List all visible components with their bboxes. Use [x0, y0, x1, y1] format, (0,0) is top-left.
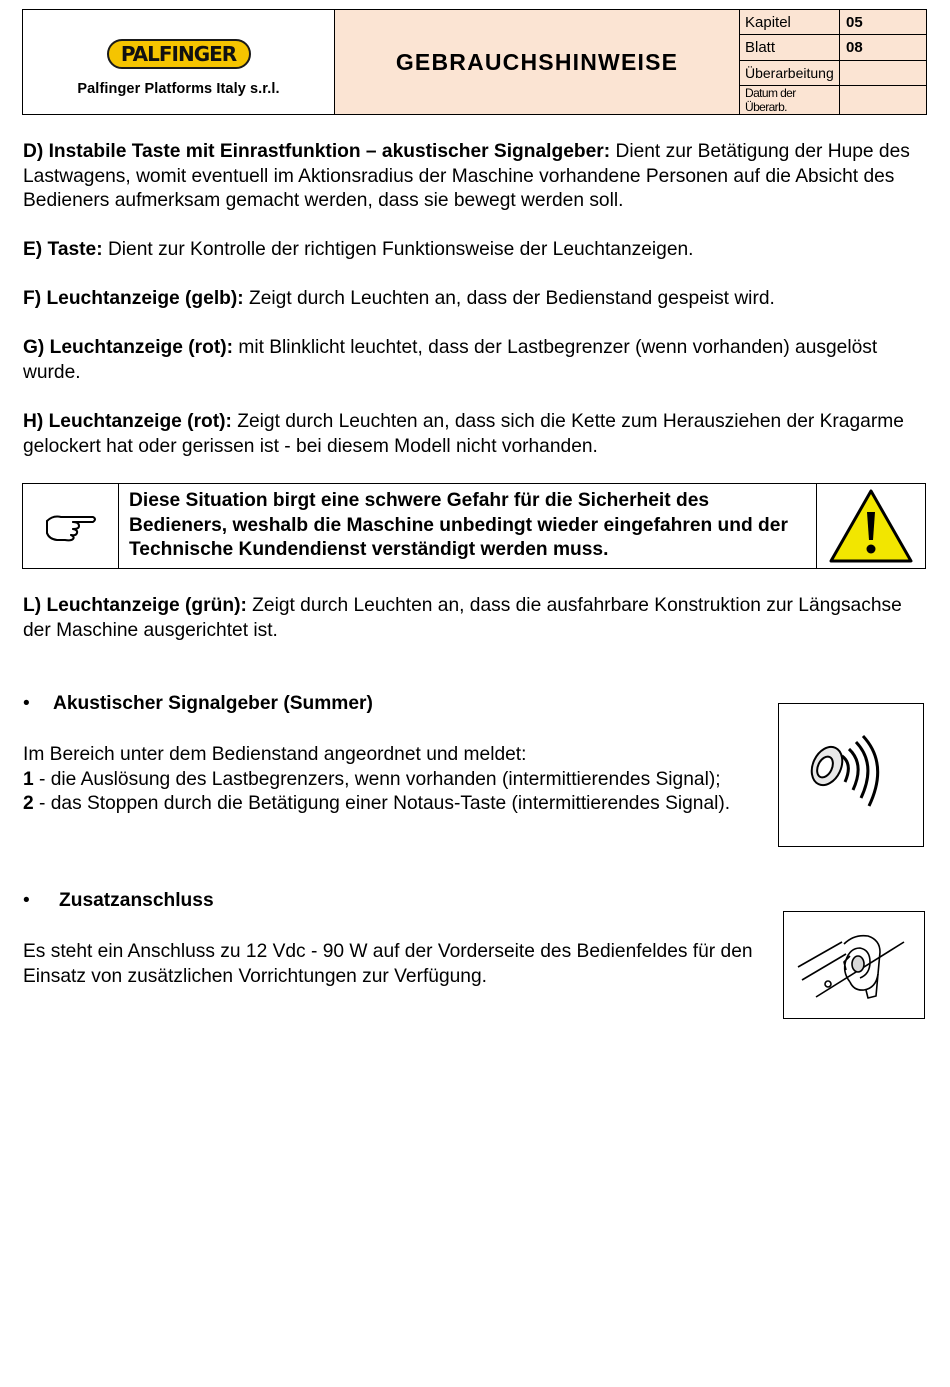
- item-f-heading: F) Leuchtanzeige (gelb):: [23, 288, 244, 309]
- aux-heading: [23, 890, 214, 912]
- buzzer-title: Akustischer Signalgeber (Summer): [53, 693, 373, 714]
- header-value: [840, 86, 926, 114]
- item-d-text: Dient zur Betätigung der Hupe des Lastwagens, womit eventuell im Aktionsradius der Maschine vorhandene Personen auf die Absicht des Bedieners aufmerksam gemacht werden, dass sie bewegt werden soll.: [23, 141, 910, 211]
- item-g: [23, 336, 903, 385]
- buzzer-heading: [23, 693, 373, 715]
- header-value: [840, 61, 926, 85]
- item-f: [23, 287, 923, 312]
- buzzer-item-1-num: 1: [23, 768, 34, 790]
- warning-icon-cell: [817, 484, 925, 568]
- header-label: Blatt: [740, 35, 840, 59]
- buzzer-description: [23, 743, 763, 817]
- buzzer-intro: Im Bereich unter dem Bedienstand angeordnet und meldet:: [23, 744, 527, 765]
- item-f-text: Zeigt durch Leuchten an, dass der Bedienstand gespeist wird.: [243, 288, 775, 309]
- buzzer-icon: [779, 704, 922, 845]
- buzzer-item-2-text: - das Stoppen durch die Betätigung einer Notaus-Taste (intermittierendes Signal).: [33, 793, 731, 814]
- document-title: GEBRAUCHSHINWEISE: [395, 48, 679, 75]
- header-label: Datum der Überarb.: [740, 86, 840, 114]
- buzzer-image: [778, 703, 924, 847]
- header-info-table: [740, 10, 926, 114]
- item-g-text: mit Blinklicht leuchtet, dass der Lastbegrenzer (wenn vorhanden) ausgelöst wurde.: [23, 337, 878, 383]
- buzzer-item-1-text: - die Auslösung des Lastbegrenzers, wenn vorhanden (intermittierendes Signal);: [33, 768, 721, 790]
- aux-title: Zusatzanschluss: [59, 890, 214, 911]
- item-g-heading: G) Leuchtanzeige (rot):: [23, 337, 233, 358]
- item-e: [23, 238, 923, 263]
- header-value: 05: [846, 13, 863, 31]
- pointing-hand-cell: [23, 484, 119, 568]
- header-row-blatt: [740, 35, 926, 60]
- aux-description: Es steht ein Anschluss zu 12 Vdc - 90 W auf der Vorderseite des Bedienfeldes für den Einsatz von zusätzlichen Vorrichtungen zur Verfügung.: [23, 941, 753, 987]
- palfinger-logo: [107, 39, 251, 69]
- item-h-heading: H) Leuchtanzeige (rot):: [23, 411, 232, 432]
- title-cell: [335, 10, 740, 114]
- header-row-ueberarbeitung: [740, 61, 926, 86]
- page-header: [22, 9, 927, 115]
- buzzer-item-2: [23, 792, 763, 817]
- warning-box: [22, 483, 926, 569]
- auxiliary-socket-icon: [784, 912, 923, 1017]
- item-e-text: Dient zur Kontrolle der richtigen Funktionsweise der Leuchtanzeigen.: [102, 239, 694, 260]
- item-e-heading: E) Taste:: [23, 239, 103, 260]
- header-row-kapitel: [740, 10, 926, 35]
- buzzer-item-2-num: 2: [23, 793, 34, 814]
- item-h: [23, 410, 923, 459]
- bullet-icon: •: [23, 693, 30, 714]
- warning-triangle-icon: [828, 488, 914, 564]
- aux-socket-image: [783, 911, 925, 1019]
- header-label: Kapitel: [740, 10, 840, 34]
- header-value: 08: [846, 38, 863, 56]
- company-name: Palfinger Platforms Italy s.r.l.: [77, 81, 280, 97]
- item-l-text: Zeigt durch Leuchten an, dass die ausfahrbare Konstruktion zur Längsachse der Maschine ausgerichtet ist.: [23, 595, 902, 641]
- header-label: Überarbeitung: [740, 61, 840, 85]
- logo-cell: [23, 10, 335, 114]
- warning-text: Diese Situation birgt eine schwere Gefahr für die Sicherheit des Bedieners, weshalb die Maschine unbedingt wieder eingefahren und der Technische Kundendienst verständigt werden muss.: [119, 484, 817, 568]
- item-d-heading: D) Instabile Taste mit Einrastfunktion – akustischer Signalgeber:: [23, 141, 611, 162]
- buzzer-item-1: [23, 768, 763, 793]
- item-d: [23, 140, 923, 214]
- item-h-text: Zeigt durch Leuchten an, dass sich die Kette zum Herausziehen der Kragarme gelockert hat oder gerissen ist - bei diesem Modell nicht vorhanden.: [23, 411, 904, 457]
- logo-text: PALFINGER: [120, 42, 237, 66]
- header-row-datum: [740, 86, 926, 114]
- pointing-hand-icon: [43, 509, 99, 543]
- item-l: [23, 594, 923, 643]
- bullet-icon: •: [23, 890, 30, 911]
- item-l-heading: L) Leuchtanzeige (grün):: [23, 595, 247, 616]
